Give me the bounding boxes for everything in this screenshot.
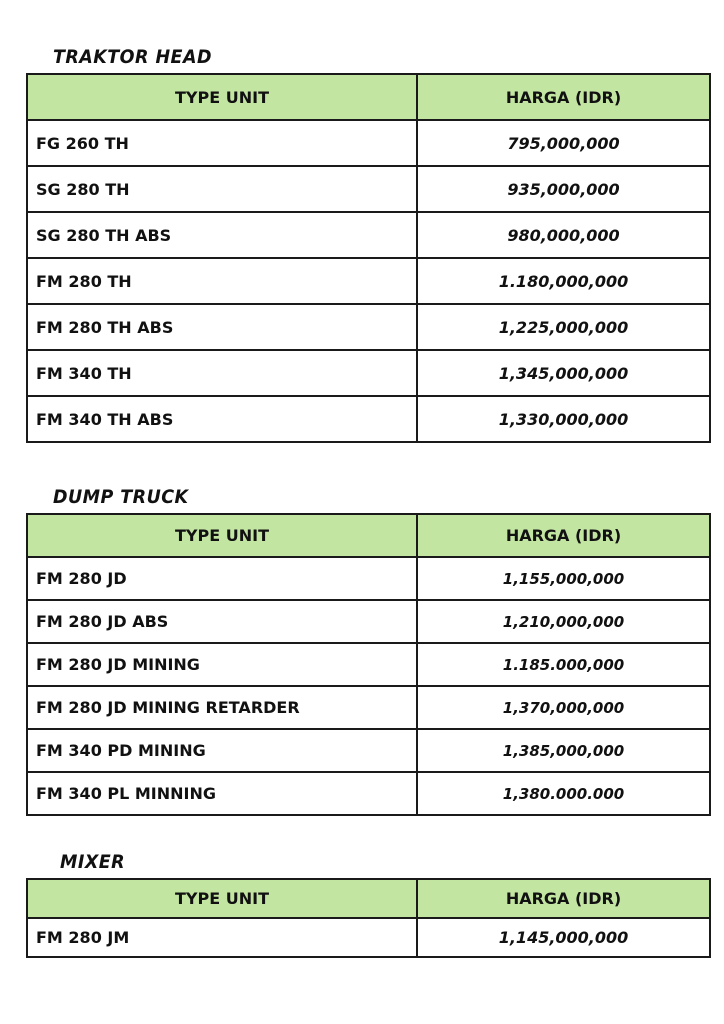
table-row [27,350,710,396]
unit-cell: FM 280 TH [27,258,417,304]
price-cell: 1,380.000.000 [417,772,710,815]
table-row [27,772,710,815]
price-cell: 1,155,000,000 [417,557,710,600]
price-cell: 980,000,000 [417,212,710,258]
price-cell: 1,345,000,000 [417,350,710,396]
table-header-row [27,74,710,120]
table-row [27,166,710,212]
table-row [27,643,710,686]
header-type-unit: TYPE UNIT [27,514,417,557]
table-header-row [27,879,710,918]
table-row [27,600,710,643]
table-row [27,258,710,304]
header-harga: HARGA (IDR) [417,74,710,120]
header-type-unit: TYPE UNIT [27,879,417,918]
price-cell: 1,330,000,000 [417,396,710,442]
unit-cell: FM 280 JM [27,918,417,957]
table-row [27,686,710,729]
unit-cell: FM 340 PL MINNING [27,772,417,815]
unit-cell: FM 280 JD ABS [27,600,417,643]
table-row [27,918,710,957]
unit-cell: FG 260 TH [27,120,417,166]
price-cell: 935,000,000 [417,166,710,212]
table-row [27,212,710,258]
unit-cell: FM 280 TH ABS [27,304,417,350]
price-cell: 1,385,000,000 [417,729,710,772]
unit-cell: FM 340 TH ABS [27,396,417,442]
table-row [27,557,710,600]
dump-truck-price-table [26,513,711,816]
unit-cell: FM 280 JD [27,557,417,600]
section-title-dump-truck: DUMP TRUCK [53,486,189,508]
price-cell: 1,210,000,000 [417,600,710,643]
table-row [27,396,710,442]
unit-cell: SG 280 TH [27,166,417,212]
unit-cell: FM 280 JD MINING RETARDER [27,686,417,729]
table-row [27,304,710,350]
traktor-head-price-table [26,73,711,443]
unit-cell: SG 280 TH ABS [27,212,417,258]
unit-cell: FM 340 PD MINING [27,729,417,772]
price-cell: 1.180,000,000 [417,258,710,304]
mixer-price-table [26,878,711,958]
header-type-unit: TYPE UNIT [27,74,417,120]
section-title-traktor-head: TRAKTOR HEAD [53,46,212,68]
unit-cell: FM 280 JD MINING [27,643,417,686]
price-cell: 1.185.000,000 [417,643,710,686]
price-cell: 1,145,000,000 [417,918,710,957]
unit-cell: FM 340 TH [27,350,417,396]
price-cell: 795,000,000 [417,120,710,166]
table-row [27,120,710,166]
table-header-row [27,514,710,557]
price-cell: 1,370,000,000 [417,686,710,729]
table-row [27,729,710,772]
header-harga: HARGA (IDR) [417,879,710,918]
section-title-mixer: MIXER [60,851,126,873]
price-cell: 1,225,000,000 [417,304,710,350]
header-harga: HARGA (IDR) [417,514,710,557]
